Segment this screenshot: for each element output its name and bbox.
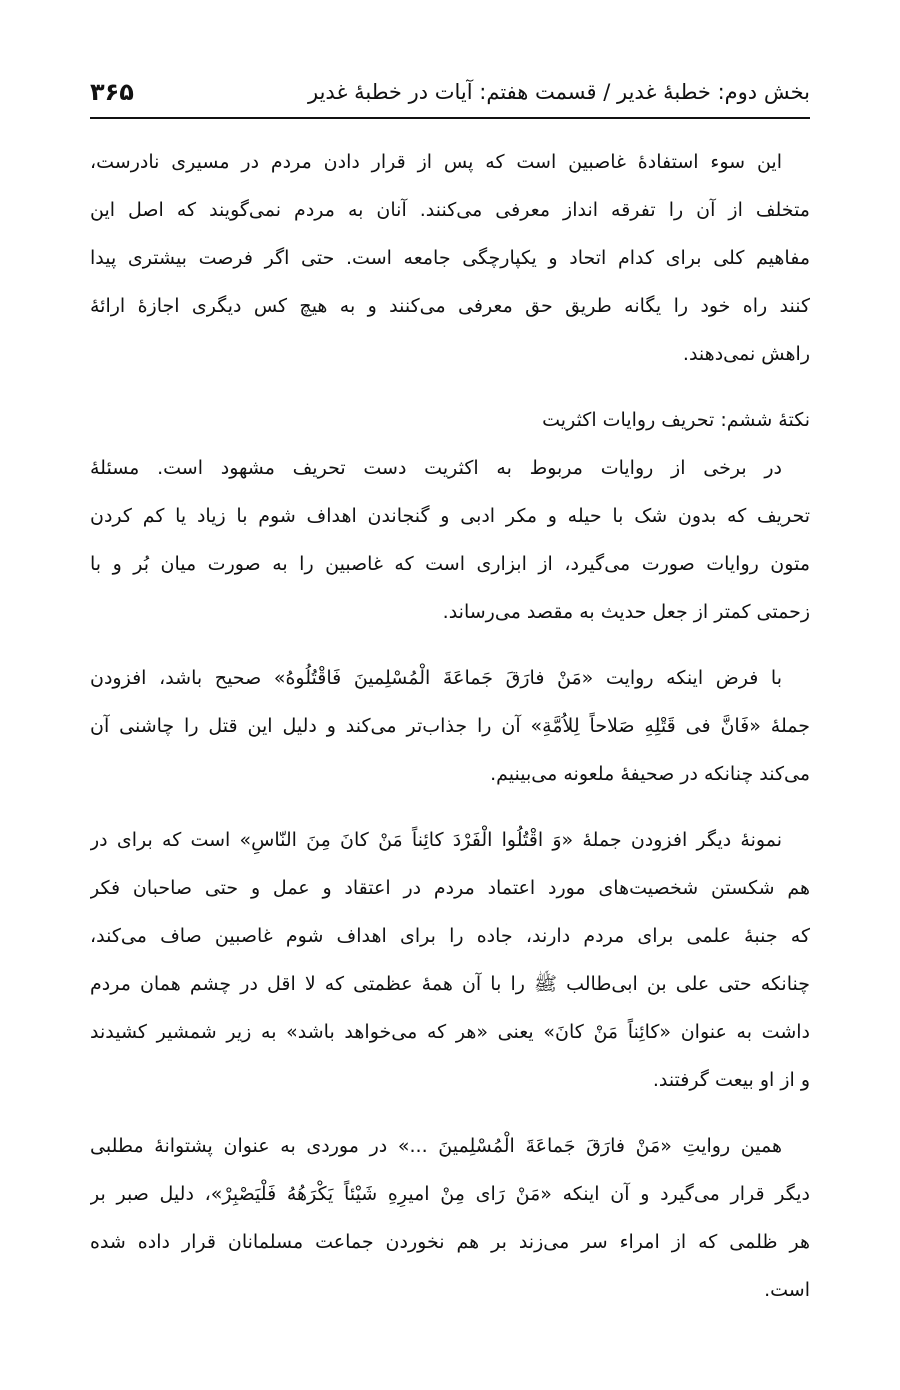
text-line: تحریف که بدون شک با حیله و مکر ادبی و گنجاندن اهداف شوم با زیاد یا کم کردن <box>90 505 810 527</box>
text-line: و از او بیعت گرفتند. <box>652 1069 810 1091</box>
paragraph-gap <box>90 798 810 816</box>
text-line: نمونۀ دیگر افزودن جملۀ «وَ اقْتُلُوا الْفَرْدَ کائِناً مَنْ کانَ مِنَ النّاسِ» است که برای در <box>90 829 782 851</box>
text-line: این سوء استفادۀ غاصبین است که پس از قرار دادن مردم در مسیری نادرست، <box>90 151 782 173</box>
running-header <box>90 70 810 114</box>
text-line: راهش نمی‌دهند. <box>682 343 810 365</box>
text-line: هر ظلمی که از امراء سر می‌زند بر هم نخوردن جماعت مسلمانان قرار داده شده <box>90 1231 810 1253</box>
paragraph <box>90 396 810 636</box>
text-line: با فرض اینکه روایت «مَنْ فارَقَ جَماعَةَ الْمُسْلِمینَ فَاقْتُلُوهُ» صحیح باشد، افزودن <box>90 667 782 689</box>
text-line: متخلف از آن را تفرقه انداز معرفی می‌کنند. آنان به مردم نمی‌گویند که اصل این <box>90 199 810 221</box>
text-line: هم شکستن شخصیت‌های مورد اعتماد مردم در اعتقاد و عمل و حتی صاحبان فکر <box>90 877 810 899</box>
paragraph <box>90 138 810 378</box>
text-line: داشت به عنوان «کائِناً مَنْ کانَ» یعنی «هر که می‌خواهد باشد» به زیر شمشیر کشیدند <box>90 1021 810 1043</box>
text-line: چنانکه حتی علی بن ابی‌طالب ﷺ را با آن همۀ عظمتی که لا اقل در چشم همان مردم <box>90 973 810 995</box>
header-divider <box>90 117 810 119</box>
text-line: که جنبۀ علمی برای مردم دارند، جاده را برای اهداف شوم غاصبین صاف می‌کند، <box>90 925 810 947</box>
paragraph-gap <box>90 1104 810 1122</box>
paragraph <box>90 1122 810 1314</box>
text-line: می‌کند چنانکه در صحیفۀ ملعونه می‌بینیم. <box>490 763 810 785</box>
text-line: مفاهیم کلی برای کدام اتحاد و یکپارچگی جامعه است. حتی اگر فرصت بیشتری پیدا <box>90 247 810 269</box>
page-body <box>90 138 810 1314</box>
paragraph-gap <box>90 378 810 396</box>
paragraph-gap <box>90 636 810 654</box>
text-line: متون روایات صورت می‌گیرد، از ابزاری است که غاصبین را به صورت میان بُر و با <box>90 553 810 575</box>
text-line: همین روایتِ «مَنْ فارَقَ جَماعَةَ الْمُسْلِمینَ ...» در موردی به عنوان پشتوانۀ مطلبی <box>90 1135 782 1157</box>
paragraph <box>90 654 810 798</box>
page-number: ۳۶۵ <box>90 78 134 106</box>
section-heading: نکتۀ ششم: تحریف روایات اکثریت <box>542 409 810 431</box>
text-line: است. <box>764 1279 810 1301</box>
paragraph <box>90 816 810 1104</box>
text-line: کنند راه خود را یگانه طریق حق معرفی می‌کنند و به هیچ کس دیگری اجازۀ ارائۀ <box>90 295 810 317</box>
running-header-title: بخش دوم: خطبۀ غدیر / قسمت هفتم: آیات در خطبۀ غدیر <box>307 80 810 104</box>
text-line: زحمتی کمتر از جعل حدیث به مقصد می‌رساند. <box>442 601 810 623</box>
text-line: جملۀ «فَانَّ فی قَتْلِهِ صَلاحاً لِلاُمَّةِ» آن را جذاب‌تر می‌کند و دلیل این قتل را چاشنی آن <box>90 715 810 737</box>
text-line: در برخی از روایات مربوط به اکثریت دست تحریف مشهود است. مسئلۀ <box>90 457 782 479</box>
text-line: دیگر قرار می‌گیرد و آن اینکه «مَنْ رَای مِنْ امیرِهِ شَیْئاً یَکْرَهُهُ فَلْیَصْبِرْ»، دلیل صبر بر <box>90 1183 810 1205</box>
